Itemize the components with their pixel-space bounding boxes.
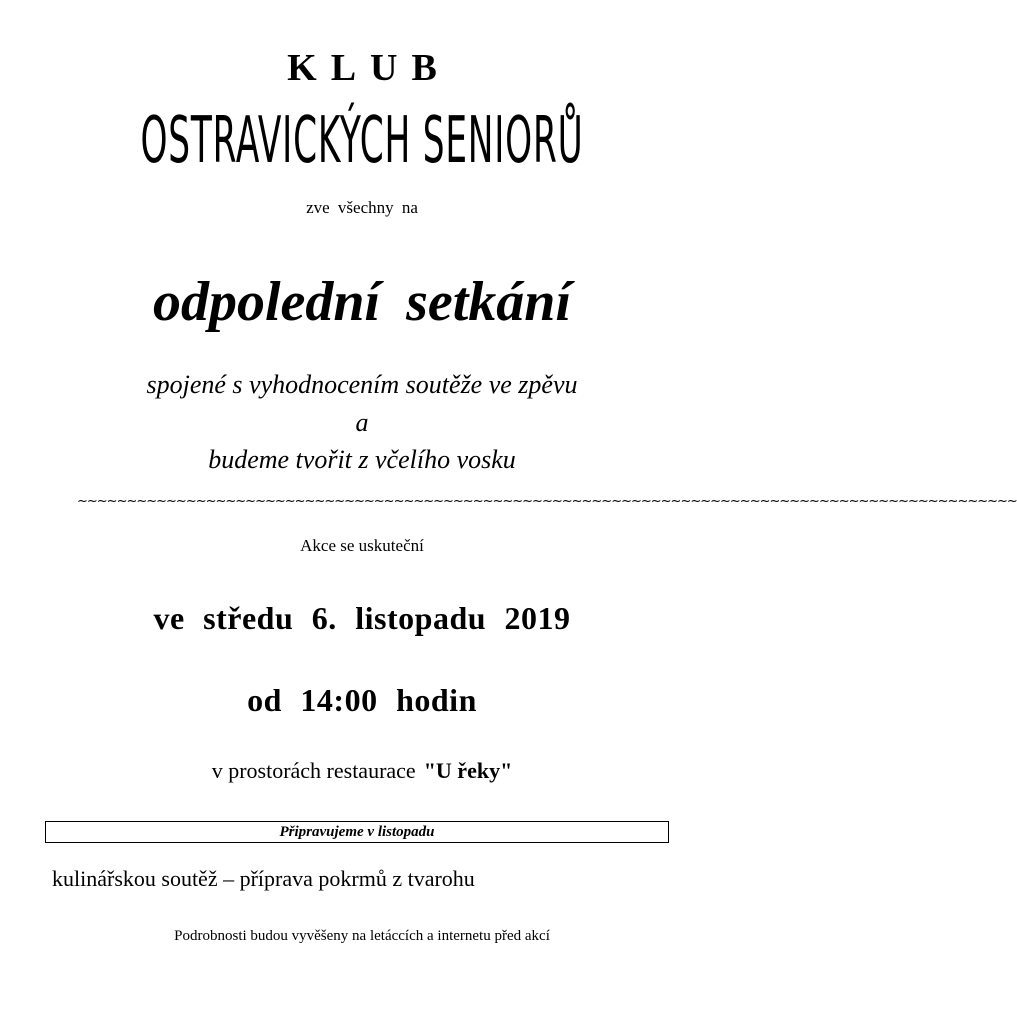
club-name-heading: OSTRAVICKÝCH SENIORŮ — [140, 104, 584, 178]
footnote: Podrobnosti budou vyvěšeny na letáccích a internetu před akcí — [174, 928, 550, 944]
invite-text: zve všechny na — [306, 198, 418, 217]
club-label: KLUB — [287, 47, 451, 89]
subtitle-line-2: a — [355, 408, 369, 437]
venue-name: "U řeky" — [423, 758, 513, 783]
upcoming-heading: Připravujeme v listopadu — [279, 824, 435, 840]
event-venue — [0, 758, 724, 784]
event-intro-text: Akce se uskuteční — [300, 536, 424, 555]
upcoming-item: kulinářskou soutěž – příprava pokrmů z tvarohu — [52, 866, 475, 891]
event-title: odpolední setkání — [152, 271, 572, 333]
subtitle-line-3: budeme tvořit z včelího vosku — [208, 445, 516, 474]
event-date: ve středu 6. listopadu 2019 — [153, 600, 571, 636]
subtitle-line-1: spojené s vyhodnocením soutěže ve zpěvu — [146, 370, 578, 399]
event-time: od 14:00 hodin — [247, 682, 477, 718]
venue-prefix: v prostorách restaurace — [211, 758, 416, 783]
decorative-divider: ~~~~~~~~~~~~~~~~~~~~~~~~~~~~~~~~~~~~~~~~~~~~~~~~~~~~~~~~~~~~~~~~~~~~~~~~~~~~~~~~~~~~~~~~~~~~~~~ — [77, 494, 1017, 509]
upcoming-heading-box — [45, 821, 669, 843]
